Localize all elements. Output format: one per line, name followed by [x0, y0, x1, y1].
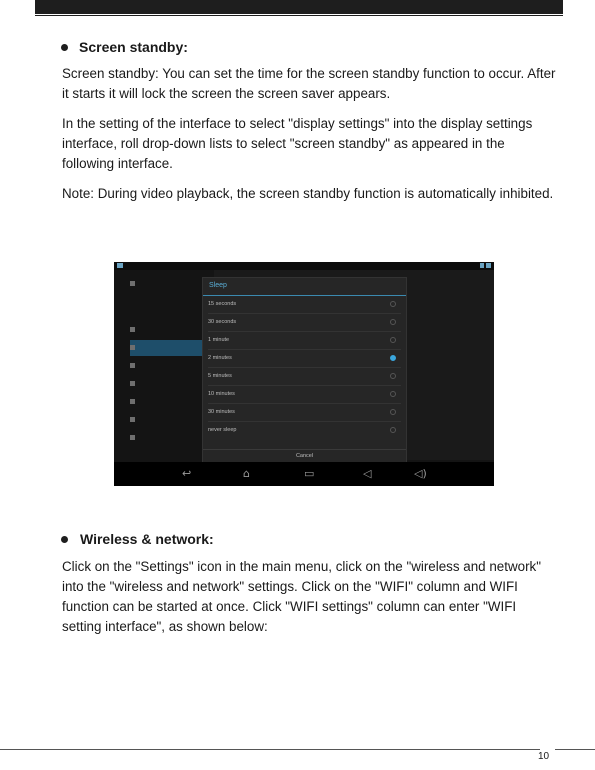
status-bar	[114, 262, 494, 270]
bullet-icon	[61, 536, 68, 543]
radio-icon	[390, 301, 396, 307]
battery-icon	[486, 263, 491, 268]
sleep-option: 30 minutes	[208, 404, 401, 422]
radio-icon	[390, 409, 396, 415]
top-divider	[35, 15, 563, 16]
sleep-option: 1 minute	[208, 332, 401, 350]
settings-item-sound	[130, 322, 212, 338]
radio-selected-icon	[390, 355, 396, 361]
radio-icon	[390, 337, 396, 343]
radio-icon	[390, 427, 396, 433]
paragraph-standby-note: Note: During video playback, the screen standby function is automatically inhibited.	[62, 186, 554, 201]
back-icon: ↩	[182, 467, 192, 480]
page-number: 10	[538, 751, 550, 762]
sleep-dialog	[202, 277, 407, 464]
settings-item-battery	[130, 412, 212, 428]
sleep-option: 15 seconds	[208, 296, 401, 314]
settings-item-video	[130, 358, 212, 374]
paragraph-wireless-steps: Click on the "Settings" icon in the main menu, click on the "wireless and network" into the "wireless and network" settings. Click on the "WIFI" column and WIFI function can be started at once. Click "WIFI settings" column can enter "WIFI setting interface", as shown below:	[62, 559, 541, 634]
sleep-option-selected: 2 minutes	[208, 350, 401, 368]
bullet-icon	[61, 44, 68, 51]
settings-item-display	[130, 340, 212, 356]
signal-icon	[480, 263, 484, 268]
top-header-bar	[35, 0, 563, 14]
section-heading-screen-standby: Screen standby:	[79, 39, 188, 55]
radio-icon	[390, 391, 396, 397]
footer-divider	[0, 749, 540, 750]
volume-up-icon: ◁)	[414, 467, 427, 480]
paragraph-standby-intro: Screen standby: You can set the time for the screen standby function to occur. After it starts it will lock the screen the screen saver appears.	[62, 66, 556, 101]
recent-apps-icon: ▭	[304, 467, 315, 480]
sleep-option: 30 seconds	[208, 314, 401, 332]
settings-item-storage	[130, 394, 212, 410]
radio-icon	[390, 319, 396, 325]
volume-down-icon: ◁	[363, 467, 372, 480]
sleep-option: 10 minutes	[208, 386, 401, 404]
settings-item-wifi	[130, 276, 212, 292]
paragraph-standby-steps: In the setting of the interface to select "display settings" into the display settings interface, roll drop-down lists to select "screen standby" as appeared in the following interface.	[62, 116, 533, 171]
app-icon	[117, 263, 123, 268]
home-icon: ⌂	[243, 467, 250, 480]
sleep-option: 5 minutes	[208, 368, 401, 386]
settings-item-apps	[130, 430, 212, 446]
radio-icon	[390, 373, 396, 379]
dialog-title: Sleep	[209, 282, 227, 289]
settings-item-screenshot	[130, 376, 212, 392]
footer-divider-right	[555, 749, 595, 750]
section-heading-wireless-network: Wireless & network:	[80, 531, 214, 547]
sleep-settings-screenshot	[114, 262, 494, 486]
dialog-cancel-button: Cancel	[203, 449, 406, 463]
navigation-bar	[114, 462, 494, 486]
sleep-option: never sleep	[208, 422, 401, 439]
